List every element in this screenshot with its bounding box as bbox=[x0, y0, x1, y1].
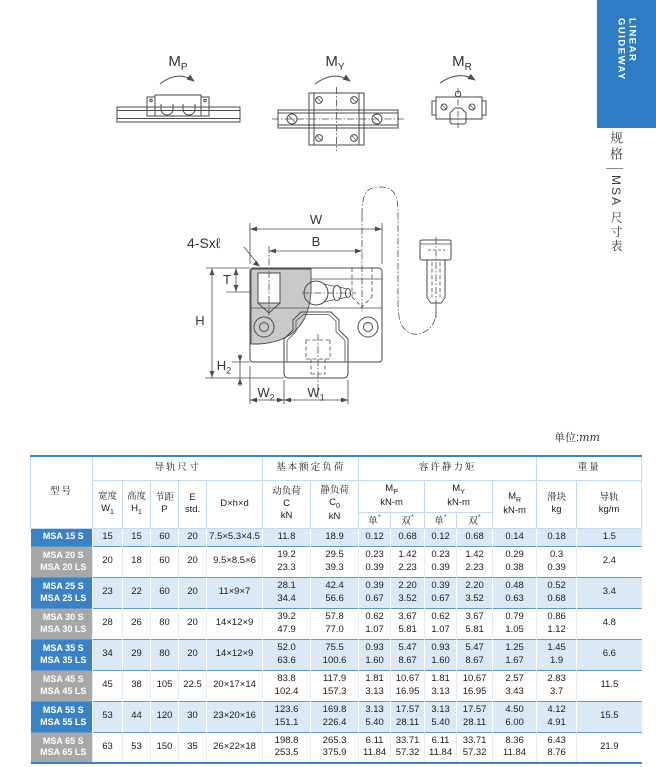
spec-cell: 18 bbox=[123, 546, 151, 577]
spec-cell: 80 bbox=[151, 639, 179, 670]
spec-cell: 11.8 bbox=[263, 528, 311, 546]
spec-cell: 17.57 28.11 bbox=[457, 701, 493, 732]
dim-h2: $H_2$ bbox=[216, 358, 232, 376]
spec-cell: 14×12×9 bbox=[207, 639, 263, 670]
spec-cell: 0.68 bbox=[457, 528, 493, 546]
spec-cell: 60 bbox=[151, 546, 179, 577]
spec-cell: 3.67 5.81 bbox=[457, 608, 493, 639]
spec-cell: 8.36 11.84 bbox=[493, 732, 537, 763]
spec-cell: 17.57 28.11 bbox=[391, 701, 425, 732]
spec-cell: 30 bbox=[179, 701, 207, 732]
spec-cell: 1.5 bbox=[577, 528, 642, 546]
spec-cell: 11×9×7 bbox=[207, 577, 263, 608]
spec-cell: 22 bbox=[123, 577, 151, 608]
spec-cell: 34 bbox=[93, 639, 123, 670]
col-mp: $M_P$ kN-m bbox=[359, 480, 425, 512]
spec-cell: 0.79 1.05 bbox=[493, 608, 537, 639]
table-row bbox=[31, 701, 642, 732]
spec-cell: 10.67 16.95 bbox=[391, 670, 425, 701]
group-static-moment: 容许静力矩 bbox=[359, 456, 537, 480]
table-row bbox=[31, 528, 642, 546]
spec-cell: 0.93 1.60 bbox=[425, 639, 457, 670]
spec-cell: 42.4 56.6 bbox=[311, 577, 359, 608]
spec-cell: 57.8 77.0 bbox=[311, 608, 359, 639]
col-mr: $M_R$ kN-m bbox=[493, 480, 537, 528]
spec-cell: 2.20 3.52 bbox=[391, 577, 425, 608]
spec-cell: 38 bbox=[123, 670, 151, 701]
spec-cell: 1.42 2.23 bbox=[391, 546, 425, 577]
spec-cell: 53 bbox=[123, 732, 151, 763]
spec-cell: 10.67 16.95 bbox=[457, 670, 493, 701]
spec-cell: 20 bbox=[179, 608, 207, 639]
spec-cell: 105 bbox=[151, 670, 179, 701]
spec-cell: 2.20 3.52 bbox=[457, 577, 493, 608]
spec-cell: 1.81 3.13 bbox=[425, 670, 457, 701]
spec-cell: 15 bbox=[123, 528, 151, 546]
my-label: $M_Y$ bbox=[325, 53, 345, 73]
spec-cell: 117.9 157.3 bbox=[311, 670, 359, 701]
spec-cell: 52.0 63.6 bbox=[263, 639, 311, 670]
model-cell: MSA 45 S MSA 45 LS bbox=[31, 670, 93, 701]
spec-cell: 3.13 5.40 bbox=[359, 701, 391, 732]
spec-cell: 1.42 2.23 bbox=[457, 546, 493, 577]
spec-cell: 4.12 4.91 bbox=[537, 701, 577, 732]
spec-cell: 150 bbox=[151, 732, 179, 763]
bolt-callout: 4-Sxℓ bbox=[187, 235, 221, 251]
spec-cell: 120 bbox=[151, 701, 179, 732]
spec-cell: 44 bbox=[123, 701, 151, 732]
side-banner bbox=[597, 0, 656, 128]
unit-note: 单位:mm bbox=[554, 431, 600, 444]
dim-w2: $W_2$ bbox=[257, 385, 275, 403]
dim-w1: $W_1$ bbox=[307, 385, 325, 403]
col-model: 型号 bbox=[31, 456, 93, 528]
model-cell: MSA 20 S MSA 20 LS bbox=[31, 546, 93, 577]
col-rail-weight: 导轨 kg/m bbox=[577, 480, 642, 528]
spec-cell: 14×12×9 bbox=[207, 608, 263, 639]
spec-cell: 0.12 bbox=[425, 528, 457, 546]
mr-moment-arrow bbox=[440, 76, 475, 83]
col-block-weight: 滑块 kg bbox=[537, 480, 577, 528]
col-width: 宽度 $W_1$ bbox=[93, 480, 123, 528]
spec-cell: 29 bbox=[123, 639, 151, 670]
col-mp-double: 双* bbox=[391, 512, 425, 528]
spec-cell: 0.14 bbox=[493, 528, 537, 546]
group-rail-dimensions: 导轨尺寸 bbox=[93, 456, 263, 480]
spec-cell: 80 bbox=[151, 608, 179, 639]
spec-cell: 22.5 bbox=[179, 670, 207, 701]
spec-cell: 3.4 bbox=[577, 577, 642, 608]
model-cell: MSA 65 S MSA 65 LS bbox=[31, 732, 93, 763]
spec-cell: 45 bbox=[93, 670, 123, 701]
table-row bbox=[31, 732, 642, 763]
group-rated-load: 基本额定负荷 bbox=[263, 456, 359, 480]
col-e: E std. bbox=[179, 480, 207, 528]
spec-cell: 1.45 1.9 bbox=[537, 639, 577, 670]
spec-cell: 7.5×5.3×4.5 bbox=[207, 528, 263, 546]
spec-cell: 0.62 1.07 bbox=[425, 608, 457, 639]
spec-cell: 0.12 bbox=[359, 528, 391, 546]
spec-cell: 20 bbox=[179, 528, 207, 546]
model-cell: MSA 30 S MSA 30 LS bbox=[31, 608, 93, 639]
spec-cell: 23 bbox=[93, 577, 123, 608]
table-row bbox=[31, 670, 642, 701]
spec-cell: 60 bbox=[151, 528, 179, 546]
spec-cell: 6.11 11.84 bbox=[425, 732, 457, 763]
spec-cell: 2.4 bbox=[577, 546, 642, 577]
spec-cell: 28.1 34.4 bbox=[263, 577, 311, 608]
spec-cell: 6.43 8.76 bbox=[537, 732, 577, 763]
spec-cell: 29.5 39.3 bbox=[311, 546, 359, 577]
spec-cell: 60 bbox=[151, 577, 179, 608]
spec-cell: 20 bbox=[179, 639, 207, 670]
my-moment-arrow bbox=[315, 76, 350, 84]
spec-cell: 0.39 0.67 bbox=[425, 577, 457, 608]
spec-cell: 3.67 5.81 bbox=[391, 608, 425, 639]
spec-cell: 1.25 1.67 bbox=[493, 639, 537, 670]
spec-cell: 15 bbox=[93, 528, 123, 546]
model-cell: MSA 25 S MSA 25 LS bbox=[31, 577, 93, 608]
spec-cell: 6.6 bbox=[577, 639, 642, 670]
table-row bbox=[31, 577, 642, 608]
spec-cell: 20 bbox=[93, 546, 123, 577]
spec-cell: 19.2 23.3 bbox=[263, 546, 311, 577]
spec-cell: 35 bbox=[179, 732, 207, 763]
spec-cell: 26×22×18 bbox=[207, 732, 263, 763]
model-cell: MSA 15 S bbox=[31, 528, 93, 546]
spec-cell: 169.8 226.4 bbox=[311, 701, 359, 732]
spec-cell: 18.9 bbox=[311, 528, 359, 546]
spec-cell: 0.39 0.67 bbox=[359, 577, 391, 608]
mp-moment-arrow bbox=[160, 76, 194, 84]
dim-h: H bbox=[195, 313, 205, 328]
table-row bbox=[31, 639, 642, 670]
dim-w: W bbox=[309, 212, 323, 227]
side-caption-title: MSA 尺寸表 bbox=[609, 175, 623, 254]
model-cell: MSA 55 S MSA 55 LS bbox=[31, 701, 93, 732]
spec-cell: 5.47 8.67 bbox=[457, 639, 493, 670]
model-cell: MSA 35 S MSA 35 LS bbox=[31, 639, 93, 670]
spec-cell: 123.6 151.1 bbox=[263, 701, 311, 732]
col-pitch: 节距 P bbox=[151, 480, 179, 528]
spec-cell: 26 bbox=[123, 608, 151, 639]
spec-cell: 0.52 0.68 bbox=[537, 577, 577, 608]
spec-cell: 33.71 57.32 bbox=[457, 732, 493, 763]
spec-cell: 2.83 3.7 bbox=[537, 670, 577, 701]
col-static-load: 静负荷 $C_0$ kN bbox=[311, 480, 359, 528]
spec-cell: 33.71 57.32 bbox=[391, 732, 425, 763]
col-my-double: 双* bbox=[457, 512, 493, 528]
spec-cell: 63 bbox=[93, 732, 123, 763]
spec-cell: 75.5 100.6 bbox=[311, 639, 359, 670]
spec-cell: 198.8 253.5 bbox=[263, 732, 311, 763]
spec-cell: 28 bbox=[93, 608, 123, 639]
spec-cell: 20 bbox=[179, 577, 207, 608]
spec-cell: 0.68 bbox=[391, 528, 425, 546]
spec-cell: 21.9 bbox=[577, 732, 642, 763]
mp-label: $M_P$ bbox=[168, 53, 188, 73]
spec-table bbox=[30, 455, 642, 764]
col-mp-single: 单* bbox=[359, 512, 391, 528]
spec-cell: 83.8 102.4 bbox=[263, 670, 311, 701]
dim-t: T bbox=[223, 272, 231, 287]
spec-cell: 265.3 375.9 bbox=[311, 732, 359, 763]
spec-cell: 0.48 0.63 bbox=[493, 577, 537, 608]
spec-cell: 0.62 1.07 bbox=[359, 608, 391, 639]
spec-cell: 4.8 bbox=[577, 608, 642, 639]
col-height: 高度 $H_1$ bbox=[123, 480, 151, 528]
spec-cell: 4.50 6.00 bbox=[493, 701, 537, 732]
spec-cell: 6.11 11.84 bbox=[359, 732, 391, 763]
spec-cell: 0.18 bbox=[537, 528, 577, 546]
spec-cell: 1.81 3.13 bbox=[359, 670, 391, 701]
spec-cell: 5.47 8.67 bbox=[391, 639, 425, 670]
group-weight: 重量 bbox=[537, 456, 642, 480]
table-row bbox=[31, 546, 642, 577]
table-row bbox=[31, 608, 642, 639]
caption-divider bbox=[606, 168, 623, 169]
spec-cell: 53 bbox=[93, 701, 123, 732]
mr-label: $M_R$ bbox=[452, 53, 472, 73]
spec-cell: 3.13 5.40 bbox=[425, 701, 457, 732]
side-banner-label: LINEAR GUIDEWAY bbox=[615, 18, 638, 81]
spec-cell: 0.29 0.38 bbox=[493, 546, 537, 577]
spec-table-body bbox=[31, 528, 642, 763]
spec-cell: 9.5×8.5×6 bbox=[207, 546, 263, 577]
col-dhd: D×h×d bbox=[207, 480, 263, 528]
col-my-single: 单* bbox=[425, 512, 457, 528]
spec-cell: 0.23 0.39 bbox=[359, 546, 391, 577]
spec-cell: 2.57 3.43 bbox=[493, 670, 537, 701]
spec-cell: 0.86 1.12 bbox=[537, 608, 577, 639]
spec-cell: 11.5 bbox=[577, 670, 642, 701]
col-my: $M_Y$ kN-m bbox=[425, 480, 493, 512]
spec-cell: 0.93 1.60 bbox=[359, 639, 391, 670]
spec-cell: 20 bbox=[179, 546, 207, 577]
spec-cell: 0.23 0.39 bbox=[425, 546, 457, 577]
spec-cell: 15.5 bbox=[577, 701, 642, 732]
col-dynamic-load: 动负荷 C kN bbox=[263, 480, 311, 528]
side-caption-spec: 规格 bbox=[608, 131, 623, 163]
dim-b: B bbox=[311, 234, 321, 249]
spec-cell: 39.2 47.9 bbox=[263, 608, 311, 639]
spec-cell: 20×17×14 bbox=[207, 670, 263, 701]
spec-cell: 0.3 0.39 bbox=[537, 546, 577, 577]
spec-cell: 23×20×16 bbox=[207, 701, 263, 732]
